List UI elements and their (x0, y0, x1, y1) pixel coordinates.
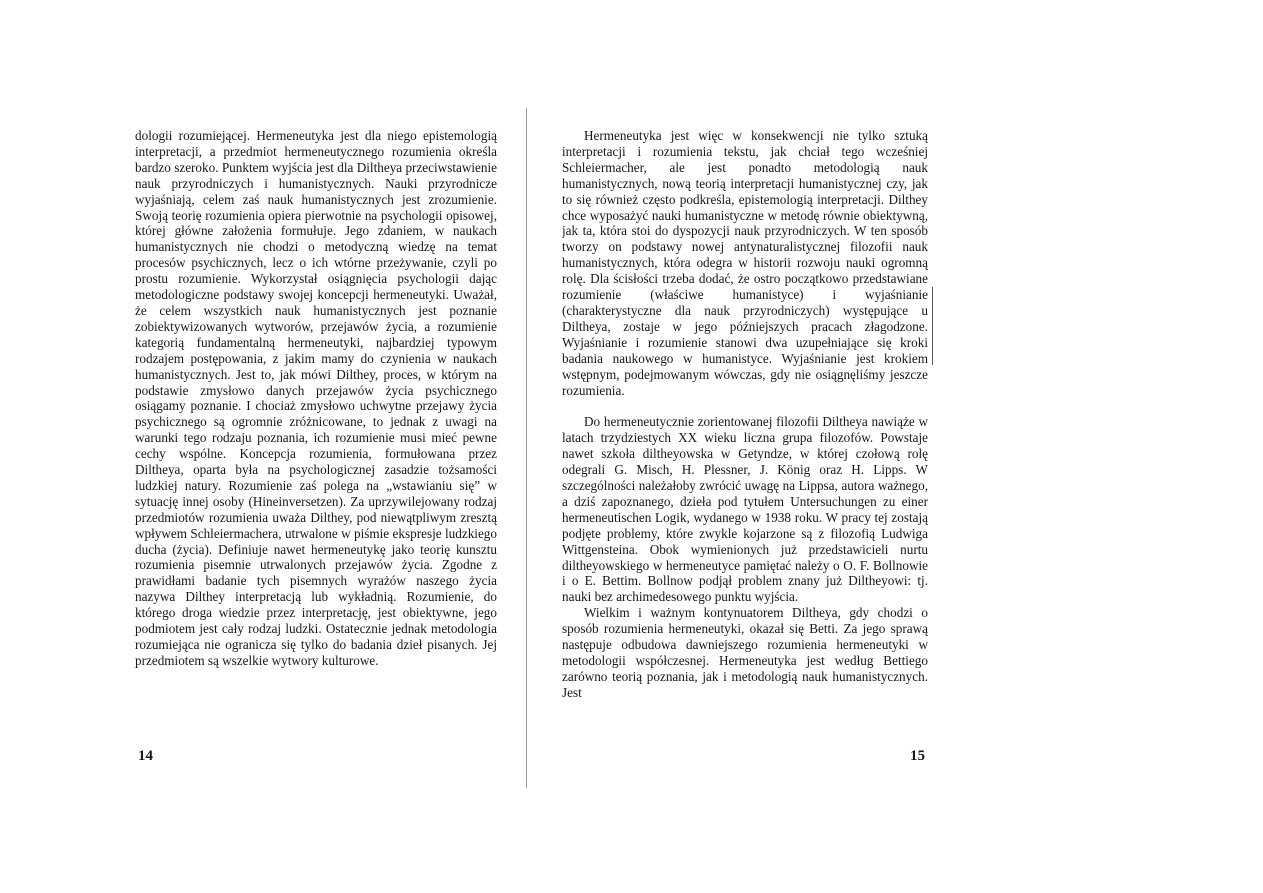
right-page-number: 15 (910, 748, 925, 764)
margin-pencil-mark (932, 287, 933, 365)
right-paragraph-3: Wielkim i ważnym kontynuatorem Diltheya, gdy chodzi o sposób rozumienia hermeneutyki, okazał się Betti. Za jego sprawą następuje odbudowa dawniejszego rozumienia hermeneutyki w metodologii współczesnej. Hermeneutyka jest według Bettiego zarówno teorią poznania, jak i metodologią nauk humanistycznych. Jest (562, 605, 928, 700)
book-gutter (526, 108, 527, 788)
right-page-text (562, 128, 928, 743)
left-paragraph-1: dologii rozumiejącej. Hermeneutyka jest dla niego epistemologią interpretacji, a przedmiot hermeneutycznego rozumienia określa bardzo szeroko. Punktem wyjścia jest dla Diltheya przeciwstawienie nauk przyrodniczych i humanistycznych. Nauki przyrodnicze wyjaśniają, celem zaś nauk humanistycznych jest zrozumienie. Swoją teorię rozumienia opiera pierwotnie na psychologii opisowej, której główne założenia formułuje. Jego zdaniem, w naukach humanistycznych nie chodzi o metodyczną wiedzę na temat procesów psychicznych, lecz o ich wtórne przeżywanie, czyli po prostu rozumienie. Wykorzystał osiągnięcia psychologii dając metodologiczne podstawy swojej koncepcji hermeneutyki. Uważał, że celem wszystkich nauk humanistycznych jest poznanie zobiektywizowanych wytworów, przejawów życia, a rozumienie kategorią fundamentalną hermeneutyki, najbardziej typowym rodzajem postępowania, z jakim mamy do czynienia w naukach humanistycznych. Jest to, jak mówi Dilthey, proces, w którym na podstawie zmysłowo danych przejawów życia psychicznego osiągamy poznanie. I chociaż zmysłowo uchwytne przejawy życia psychicznego są ogromnie zróżnicowane, to jednak z uwagi na warunki tego rodzaju poznania, ich rozumienie musi mieć pewne cechy wspólne. Koncepcja rozumienia, formułowana przez Diltheya, oparta była na psychologicznej zasadzie tożsamości ludzkiej natury. Rozumienie zaś polega na „wstawianiu się” w sytuację innej osoby (Hineinversetzen). Za uprzywilejowany rodzaj przedmiotów rozumienia uważa Dilthey, pod niewątpliwym zresztą wpływem Schleiermachera, utrwalone w piśmie ekspresje ludzkiego ducha (życia). Definiuje nawet hermeneutykę jako teorię kunsztu rozumienia pisemnie utrwalonych przejawów życia. Zgodne z prawidłami badanie tych pisemnych wyrażów naszego życia nazywa Dilthey interpretacją lub wykładnią. Rozumienie, do którego droga wiedzie przez interpretację, jest obiektywne, jego podmiotem jest cały rodzaj ludzki. Ostatecznie jednak metodologia rozumiejąca nie ogranicza się tylko do badania dzieł pisanych. Jej przedmiotem są wszelkie wytwory kulturowe. (135, 128, 497, 668)
left-page-text (135, 128, 497, 743)
left-page-number: 14 (138, 748, 153, 764)
right-paragraph-2: Do hermeneutycznie zorientowanej filozofii Diltheya nawiąże w latach trzydziestych XX wieku liczna grupa filozofów. Powstaje nawet szkoła diltheyowska w Getyndze, w której czołową rolę odegrali G. Misch, H. Plessner, J. König oraz H. Lipps. W szczególności należałoby zwrócić uwagę na Lippsa, autora ważnego, a dziś zapoznanego, dzieła pod tytułem Untersuchungen zu einer hermeneutischen Logik, wydanego w 1938 roku. W pracy tej zostają podjęte problemy, które zwykle kojarzone są z filozofią Ludwiga Wittgensteina. Obok wymienionych już przedstawicieli nurtu diltheyowskiego w hermeneutyce pamiętać należy o O. F. Bollnowie i o E. Bettim. Bollnow podjął problem znany już Diltheyowi: tj. nauki bez archimedesowego punktu wyjścia. (562, 414, 928, 605)
paragraph-gap (562, 398, 928, 414)
right-paragraph-1: Hermeneutyka jest więc w konsekwencji nie tylko sztuką interpretacji i rozumienia tekstu, jak chciał tego wcześniej Schleiermacher, ale jest ponadto metodologią nauk humanistycznych, nową teorią interpretacji humanistycznej czy, jak to się również często podkreśla, epistemologią interpretacji. Dilthey chce wyposażyć nauki humanistyczne w metodę równie obiektywną, jak ta, która stoi do dyspozycji nauk przyrodniczych. W ten sposób tworzy on podstawy nowej antynaturalistycznej filozofii nauk humanistycznych, która odegra w historii rozwoju nauki ogromną rolę. Dla ścisłości trzeba dodać, że ostro początkowo przedstawiane rozumienie (właściwe humanistyce) i wyjaśnianie (charakterystyczne dla nauk przyrodniczych) występujące u Diltheya, zostaje w jego późniejszych pracach złagodzone. Wyjaśnianie i rozumienie stanowi dwa uzupełniające się kroki badania naukowego w humanistyce. Wyjaśnianie jest krokiem wstępnym, podejmowanym wówczas, gdy nie osiągnęliśmy jeszcze rozumienia. (562, 128, 928, 398)
